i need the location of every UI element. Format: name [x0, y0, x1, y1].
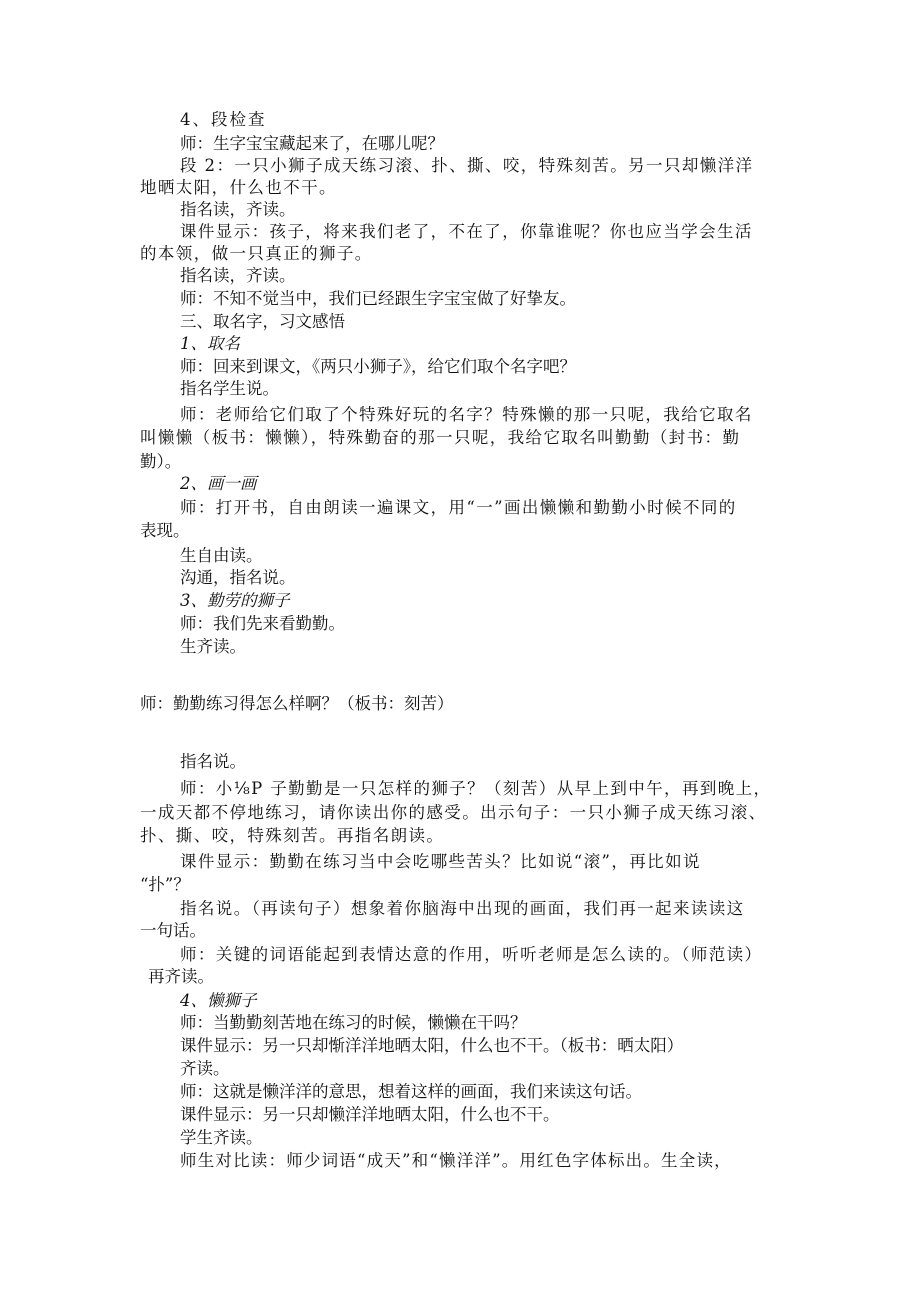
paragraph-line: 师：打开书，自由朗读一遍课文，用“一”画出懒懒和勤勤小时候不同的 [180, 498, 737, 517]
paragraph-line: 师：老师给它们取了个特殊好玩的名字？特殊懒的那一只呢，我给它取名 [180, 405, 753, 424]
paragraph-line: 一成天都不停地练习，请你读出你的感受。出示句子：一只小狮子成天练习滚、 [140, 803, 767, 822]
subsection-heading: 1、取名 [180, 334, 240, 353]
section-heading: 4、段检查 [180, 110, 267, 129]
section-heading: 三、取名字，习文感悟 [180, 312, 345, 331]
paragraph-line: 指名说。（再读句子）想象着你脑海中出现的画面，我们再一起来读读这 [180, 899, 745, 918]
subsection-heading: 3、勤劳的狮子 [180, 591, 290, 610]
paragraph-line: 指名读，齐读。 [180, 200, 296, 219]
paragraph-line: 学生齐读。 [180, 1128, 263, 1147]
paragraph-line: 一句话。 [140, 921, 206, 940]
paragraph-line: 段 2：一只小狮子成天练习滚、扑、撕、咬，特殊刻苦。另一只却懒洋洋 [180, 156, 754, 175]
paragraph-line: 师：我们先来看勤勤。 [180, 614, 345, 633]
paragraph-line: 生自由读。 [180, 546, 263, 565]
paragraph-line: 师：不知不觉当中，我们已经跟生字宝宝做了好挚友。 [180, 289, 576, 308]
paragraph-line: 师生对比读：师少词语“成天”和“懒洋洋”。用红色字体标出。生全读， [180, 1151, 732, 1170]
paragraph-line: 再齐读。 [148, 967, 214, 986]
subsection-heading: 4、懒狮子 [180, 991, 257, 1010]
paragraph-line: 勤）。 [140, 452, 182, 471]
paragraph-line: 课件显示：另一只却懒洋洋地晒太阳，什么也不干。 [180, 1105, 560, 1124]
paragraph-line: 课件显示：勤勤在练习当中会吃哪些苦头？比如说“滚”，再比如说 [180, 852, 701, 871]
paragraph-line: 指名学生说。 [180, 379, 279, 398]
paragraph-line: 叫懒懒（板书：懒懒），特殊勤奋的那一只呢，我给它取名叫勤勤（封书：勤 [140, 428, 741, 447]
paragraph-line: 师：这就是懒洋洋的意思，想着这样的画面，我们来读这句话。 [180, 1082, 642, 1101]
paragraph-line: 的本领，做一只真正的狮子。 [140, 244, 373, 263]
paragraph-line: 扑、撕、咬，特殊刻苦。再指名朗读。 [140, 826, 445, 845]
paragraph-line: 师：生字宝宝藏起来了，在哪儿呢？ [180, 134, 444, 153]
paragraph-line: “扑”？ [140, 875, 190, 894]
paragraph-line: 表现。 [140, 521, 190, 540]
paragraph-line: 生齐读。 [180, 637, 246, 656]
paragraph-line: 课件显示：孩子，将来我们老了，不在了，你靠谁呢？你也应当学会生活 [180, 222, 753, 241]
paragraph-line: 齐读。 [180, 1059, 230, 1078]
paragraph-line: 师：关键的词语能起到表情达意的作用，听听老师是怎么读的。（师范读） [180, 945, 763, 964]
paragraph-line: 师：小⅛P 子勤勤是一只怎样的狮子？（刻苦）从早上到中午，再到晚上， [180, 779, 772, 798]
subsection-heading: 2、画一画 [180, 474, 257, 493]
paragraph-line: 课件显示：另一只却惭洋洋地晒太阳，什么也不干。（板书：晒太阳） [180, 1036, 684, 1055]
paragraph-line: 师：当勤勤刻苦地在练习的时候，懒懒在干吗？ [180, 1013, 527, 1032]
paragraph-line: 地晒太阳，什么也不干。 [140, 178, 337, 197]
paragraph-line: 师：勤勤练习得怎么样啊？（板书：刻苦） [140, 694, 454, 713]
paragraph-line: 指名说。 [180, 752, 246, 771]
paragraph-line: 师：回来到课文，《两只小狮子》，给它们取个名字吧？ [180, 357, 576, 376]
paragraph-line: 指名读，齐读。 [180, 266, 296, 285]
paragraph-line: 沟通，指名说。 [180, 568, 296, 587]
